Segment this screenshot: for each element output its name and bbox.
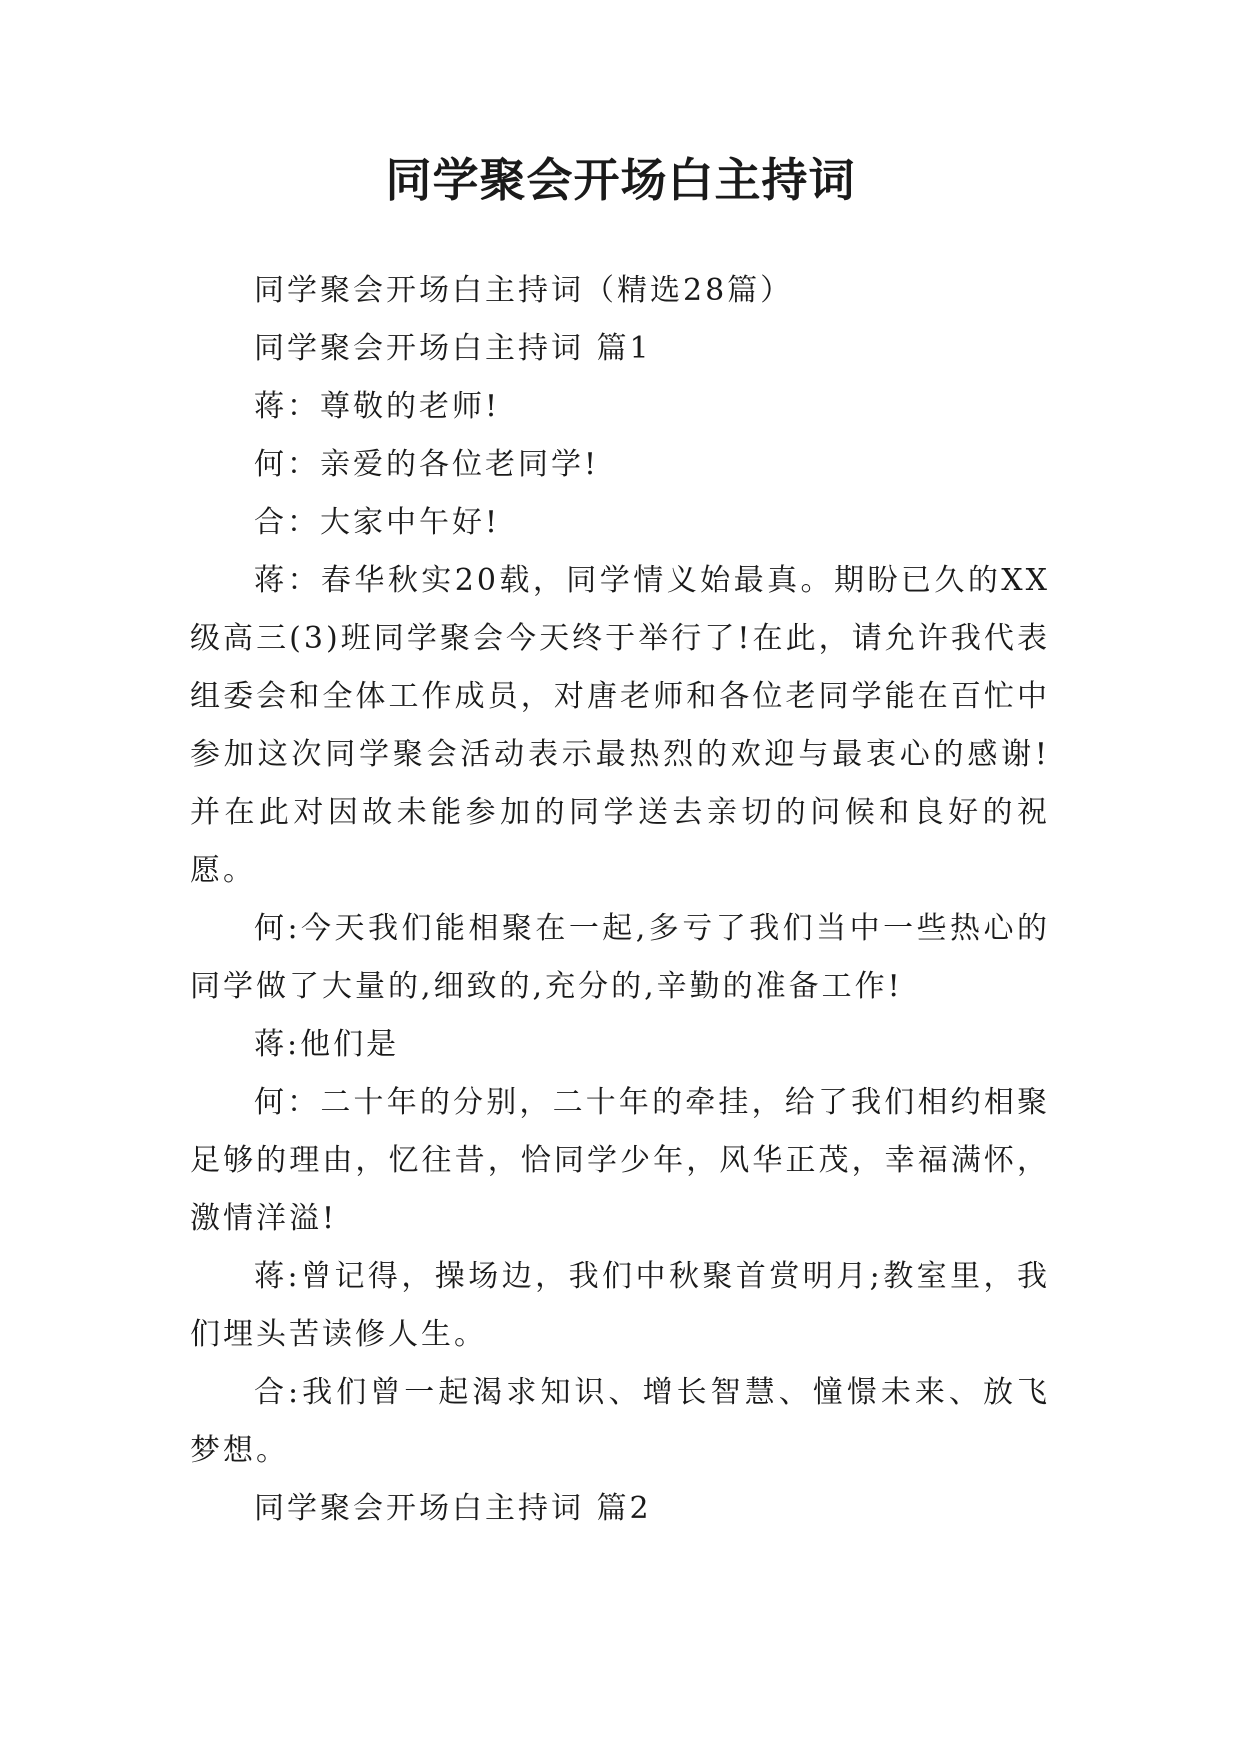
paragraph: 合：大家中午好! (254, 505, 501, 540)
paragraph: 蒋：尊敬的老师! (254, 389, 501, 424)
paragraph: 蒋：春华秋实20载，同学情义始最真。期盼已久的XX级高三(3)班同学聚会今天终于举行了!在此，请允许我代表组委会和全体工作成员，对唐老师和各位老同学能在百忙中参加这次同学聚会活动表示最热烈的欢迎与最衷心的感谢!并在此对因故未能参加的同学送去亲切的问候和良好的祝愿。 (190, 563, 1050, 888)
paragraph: 蒋:他们是 (254, 1027, 400, 1062)
paragraph: 何:今天我们能相聚在一起,多亏了我们当中一些热心的同学做了大量的,细致的,充分的,辛勤的准备工作! (190, 911, 1050, 1004)
paragraph: 何：二十年的分别，二十年的牵挂，给了我们相约相聚足够的理由，忆往昔，恰同学少年，风华正茂，幸福满怀，激情洋溢! (190, 1085, 1050, 1236)
document-body (190, 262, 1050, 1538)
paragraph: 合:我们曾一起渴求知识、增长智慧、憧憬未来、放飞梦想。 (190, 1375, 1050, 1468)
paragraph: 同学聚会开场白主持词 篇1 (254, 331, 652, 366)
document-title: 同学聚会开场白主持词 (385, 153, 856, 207)
paragraph: 蒋:曾记得，操场边，我们中秋聚首赏明月;教室里，我们埋头苦读修人生。 (190, 1259, 1050, 1352)
paragraph: 同学聚会开场白主持词 篇2 (254, 1491, 652, 1526)
paragraph: 何：亲爱的各位老同学! (254, 447, 600, 482)
paragraph: 同学聚会开场白主持词（精选28篇） (254, 273, 794, 308)
